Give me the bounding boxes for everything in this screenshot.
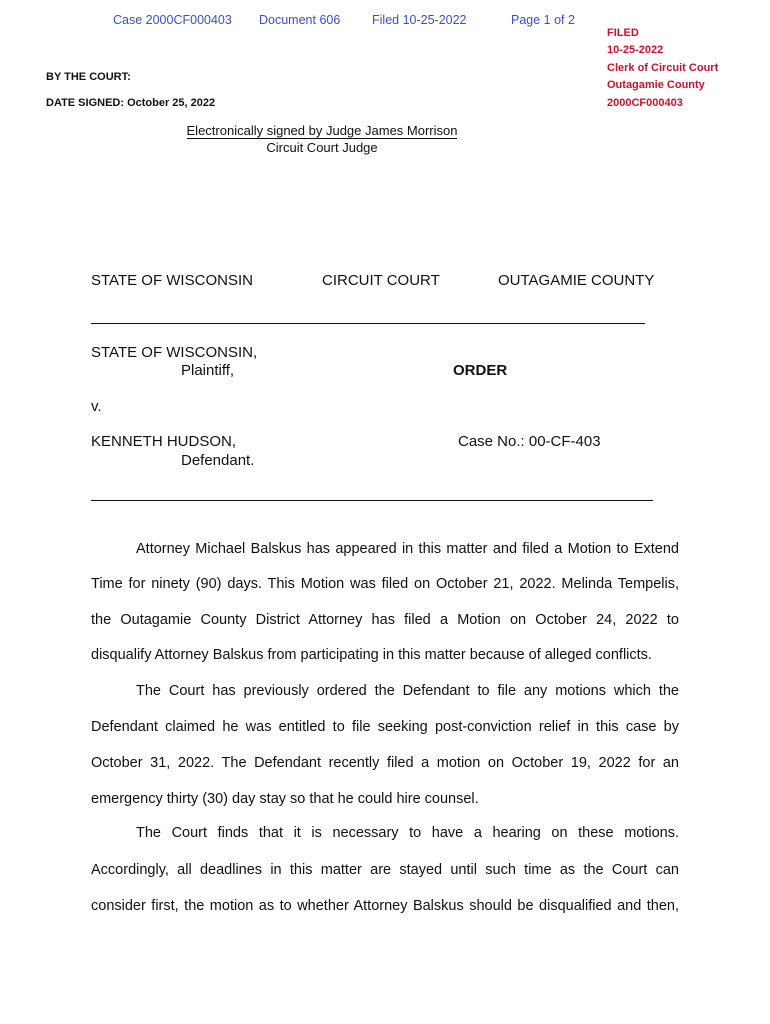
document-number-header: Document 606 [259,13,341,27]
body-line: Defendant claimed he was entitled to file seeking post-conviction relief in this case by [91,719,679,735]
caption-divider-bottom [91,500,653,501]
body-line: consider first, the motion as to whether Attorney Balskus should be disqualified and then, [91,898,679,914]
body-line: the Outagamie County District Attorney has filed a Motion on October 24, 2022 to [91,612,679,628]
filed-date-header: Filed 10-25-2022 [372,13,467,27]
caption-county: OUTAGAMIE COUNTY [498,272,655,289]
electronic-signature [0,123,644,139]
page-number-header: Page 1 of 2 [511,13,575,27]
plaintiff-role: Plaintiff, [181,362,235,379]
body-line: emergency thirty (30) day stay so that he could hire counsel. [91,791,479,807]
caption-court: CIRCUIT COURT [322,272,440,289]
body-line: Accordingly, all deadlines in this matter are stayed until such time as the Court can [91,862,679,878]
by-the-court-label: BY THE COURT: [46,71,131,83]
judge-title: Circuit Court Judge [266,140,378,155]
case-number: Case No.: 00-CF-403 [458,433,601,450]
body-line: disqualify Attorney Balskus from participating in this matter because of alleged conflicts. [91,647,652,663]
plaintiff-name: STATE OF WISCONSIN, [91,344,258,361]
document-title: ORDER [453,362,508,379]
date-signed-label: DATE SIGNED: October 25, 2022 [46,97,216,109]
body-line: The Court has previously ordered the Defendant to file any motions which the [136,683,679,699]
caption-state: STATE OF WISCONSIN [91,272,253,289]
stamp-county: Outagamie County [607,79,705,91]
defendant-name: KENNETH HUDSON, [91,433,237,450]
case-number-header: Case 2000CF000403 [113,13,232,27]
caption-divider-top [91,323,645,324]
body-line: The Court finds that it is necessary to have a hearing on these motions. [136,825,679,841]
stamp-case-number: 2000CF000403 [607,97,683,109]
signed-by-text: Electronically signed by Judge James Morrison [186,123,458,138]
stamp-filed: FILED [607,27,639,39]
body-line: Time for ninety (90) days. This Motion was filed on October 21, 2022. Melinda Tempelis, [91,576,679,592]
body-line: Attorney Michael Balskus has appeared in this matter and filed a Motion to Extend [136,541,679,557]
defendant-role: Defendant. [181,452,255,469]
stamp-date: 10-25-2022 [607,44,664,56]
body-line: October 31, 2022. The Defendant recently filed a motion on October 19, 2022 for an [91,755,679,771]
stamp-clerk: Clerk of Circuit Court [607,62,719,74]
versus-label: v. [91,398,102,415]
